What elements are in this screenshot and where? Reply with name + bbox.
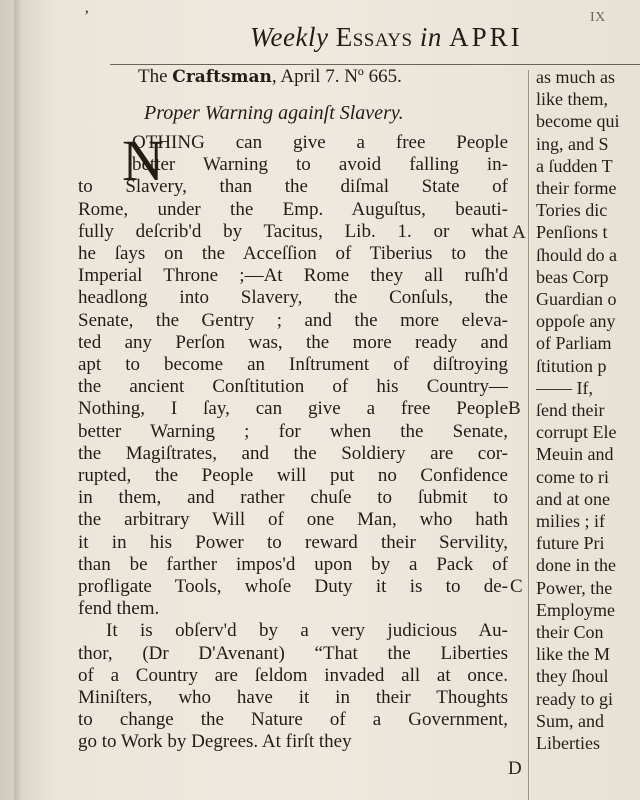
header-word-weekly: Weekly [250, 22, 329, 52]
essay-line: fully deſcrib'd by Tacitus, Lib. 1. or what [78, 220, 508, 242]
right-column-line: Guardian o [536, 289, 617, 310]
essay-line: rupted, the People will put no Confidence [78, 465, 508, 487]
essay-line: better Warning to avoid falling in- [132, 154, 508, 176]
essay-line: Miniſters, who have it in their Thoughts [78, 687, 508, 709]
essay-line: of a Country are ſeldom invaded all at once. [78, 664, 508, 686]
essay-line: better Warning ; for when the Senate, [78, 420, 508, 442]
right-column-line: a ſudden T [536, 155, 613, 176]
right-column-line: Liberties [536, 733, 600, 754]
essay-line: Rome, under the Emp. Auguſtus, beauti- [78, 198, 508, 220]
right-column-line: their Con [536, 622, 604, 643]
essay-line: ted any Perſon was, the more ready and [78, 331, 508, 353]
essay-line: to change the Nature of a Government, [78, 709, 508, 731]
right-column-line: ſend their [536, 400, 605, 421]
right-column-line: like them, [536, 89, 608, 110]
right-column-line: Sum, and [536, 710, 605, 731]
right-column-line: Penſions t [536, 222, 608, 243]
essay-line: he ſays on the Acceſſion of Tiberius to the [78, 243, 508, 265]
essay-line: profligate Tools, whoſe Duty it is to de- [78, 576, 508, 598]
dateline [138, 66, 508, 88]
header-word-in: in [419, 22, 442, 52]
right-column-line: of Parliam [536, 333, 612, 354]
right-column-line: as much as [536, 67, 615, 87]
right-column [536, 66, 640, 754]
essay-line: apt to become an Inſtrument of diſtroying [78, 354, 508, 376]
essay-line: thor, (Dr D'Avenant) “That the Liberties [78, 642, 508, 664]
right-column-line: milies ; if [536, 511, 605, 532]
essay-line: OTHING can give a free People [132, 132, 508, 153]
essay-line: to Slavery, than the diſmal State of [78, 176, 508, 198]
essay-line: It is obſerv'd by a very judicious Au- [106, 620, 508, 642]
right-column-line: become qui [536, 111, 620, 132]
dateline-date: , April 7. Nº 665. [271, 66, 402, 87]
essay-line: Imperial Throne ;—At Rome they all ruſh'd [78, 265, 508, 287]
running-header [250, 10, 640, 66]
page-fold-shadow [14, 0, 22, 800]
essay-line: the Magiſtrates, and the Soldiery are cor- [78, 442, 508, 464]
margin-letter-c: C [510, 576, 523, 597]
stray-mark: ’ [84, 8, 90, 25]
drop-cap: N [122, 128, 164, 193]
right-column-line: Power, the [536, 577, 613, 598]
right-column-line: done in the [536, 555, 616, 576]
essay-line: headlong into Slavery, the Conſuls, the [78, 287, 508, 309]
right-column-line: ſhould do a [536, 244, 617, 265]
right-column-line: their forme [536, 178, 617, 199]
essay-subhead: Proper Warning againſt Slavery. [144, 102, 404, 124]
essay-line: Nothing, I ſay, can give a free People [78, 398, 508, 420]
essay-line: fend them. [78, 598, 160, 620]
margin-letter-a: A [512, 222, 526, 243]
right-column-line: like the M [536, 644, 610, 665]
essay-line: in them, and rather chuſe to ſubmit to [78, 487, 508, 509]
margin-letter-d: D [508, 758, 522, 779]
essay-line: go to Work by Degrees. At firſt they [78, 731, 352, 753]
right-column-line: ready to gi [536, 688, 613, 709]
right-column-line: —— If, [536, 377, 593, 398]
essay-line: than be farther impos'd upon by a Pack of [78, 553, 508, 575]
right-column-line: Tories dic [536, 200, 608, 221]
essay-line: the ancient Conſtitution of his Country— [78, 376, 508, 398]
dateline-craftsman: Craftsman [172, 67, 272, 87]
header-page-number: IX [590, 10, 606, 25]
right-column-line: beas Corp [536, 266, 609, 287]
right-column-line: come to ri [536, 466, 609, 487]
right-column-line: and at one [536, 488, 610, 509]
right-column-line: Employme [536, 599, 615, 620]
right-column-line: oppoſe any [536, 311, 616, 332]
dateline-the: The [138, 66, 173, 87]
header-rule [110, 64, 640, 65]
essay-line: Senate, the Gentry ; and the more eleva- [78, 309, 508, 331]
header-word-essays: Essays [335, 22, 413, 52]
essay-body [78, 128, 508, 754]
column-rule [528, 70, 529, 800]
right-column-line: Meuin and [536, 444, 614, 465]
essay-line: it in his Power to reward their Servility, [78, 531, 508, 553]
essay-line: the arbitrary Will of one Man, who hath [78, 509, 508, 531]
right-column-line: they ſhoul [536, 666, 609, 687]
right-column-line: corrupt Ele [536, 422, 617, 443]
right-column-line: ſtitution p [536, 355, 607, 376]
right-column-line: future Pri [536, 533, 605, 554]
right-column-line: ing, and S [536, 133, 609, 154]
margin-letter-b: B [508, 398, 521, 419]
header-word-april: APRI [449, 22, 523, 52]
